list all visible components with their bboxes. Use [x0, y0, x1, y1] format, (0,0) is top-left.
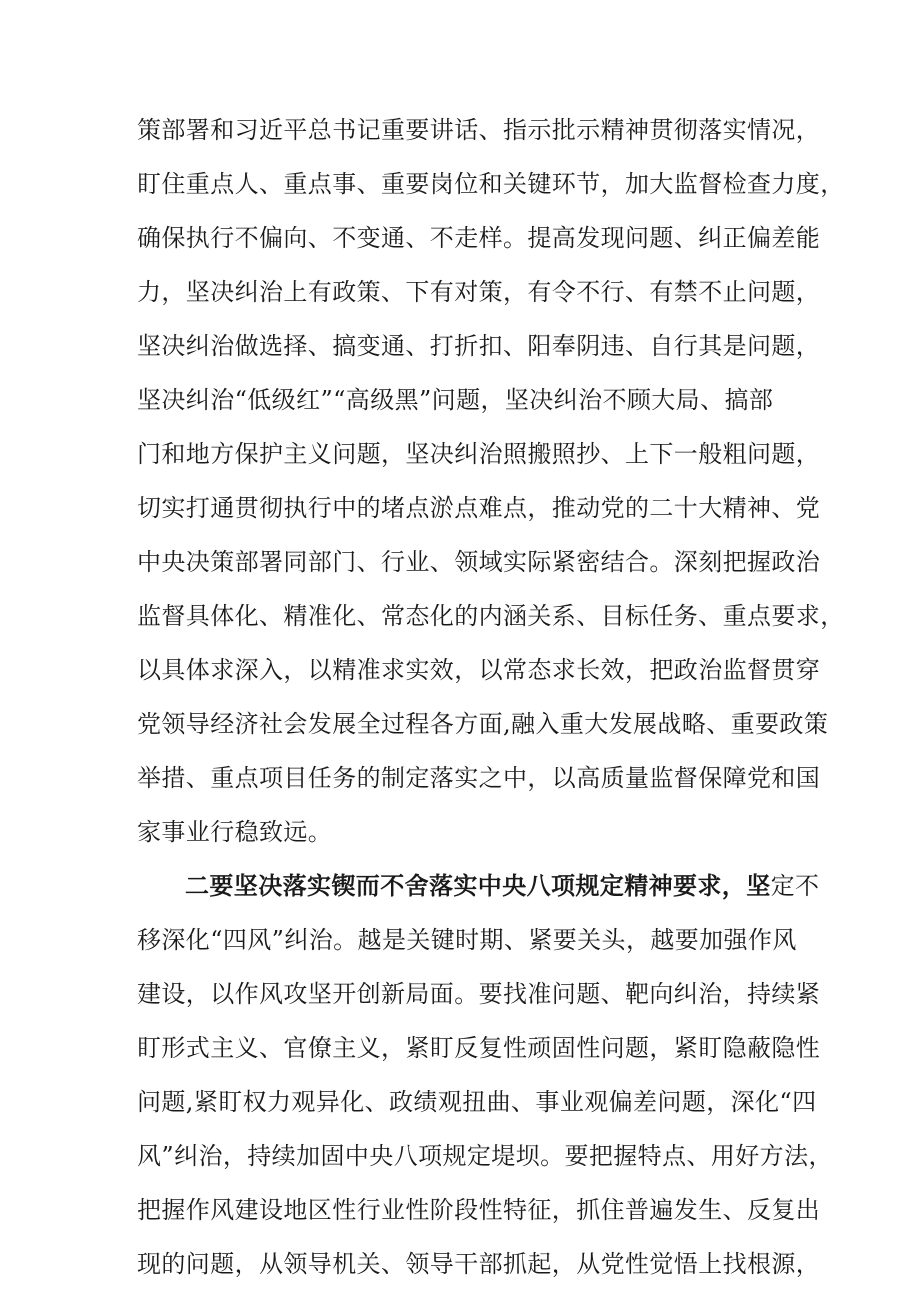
paragraph-1-line: 家事业行稳致远。 — [137, 818, 333, 846]
paragraph-1-line: 策部署和习近平总书记重要讲话、指示批示精神贯彻落实情况， — [137, 116, 821, 144]
paragraph-1-line: 切实打通贯彻执行中的堵点淤点难点，推动党的二十大精神、党 — [137, 494, 821, 522]
paragraph-1-line: 党领导经济社会发展全过程各方面,融入重大发展战略、重要政策 — [137, 710, 829, 738]
paragraph-2-heading: 二要坚决落实锲而不舍落实中央八项规定精神要求，坚 — [185, 871, 771, 900]
paragraph-1-line: 监督具体化、精准化、常态化的内涵关系、目标任务、重点要求， — [137, 602, 845, 630]
paragraph-2-line: 把握作风建设地区性行业性阶段性特征，抓住普遍发生、反复出 — [137, 1196, 821, 1224]
paragraph-2-line: 移深化“四风”纠治。越是关键时期、紧要关头，越要加强作风 — [137, 926, 797, 954]
paragraph-2-line: 问题,紧盯权力观异化、政绩观扭曲、事业观偏差问题，深化“四 — [137, 1088, 817, 1116]
paragraph-1 — [137, 103, 845, 859]
paragraph-2-first-line — [137, 859, 820, 913]
paragraph-1-line: 盯住重点人、重点事、重要岗位和关键环节，加大监督检查力度， — [137, 170, 845, 198]
paragraph-1-line: 以具体求深入，以精准求实效，以常态求长效，把政治监督贯穿 — [137, 656, 821, 684]
paragraph-1-line: 力，坚决纠治上有政策、下有对策，有令不行、有禁不止问题， — [137, 278, 821, 306]
paragraph-1-line: 中央决策部署同部门、行业、领域实际紧密结合。深刻把握政治 — [137, 548, 821, 576]
paragraph-1-line: 举措、重点项目任务的制定落实之中，以高质量监督保障党和国 — [137, 764, 821, 792]
paragraph-2-line: 现的问题，从领导机关、领导干部抓起，从党性觉悟上找根源， — [137, 1250, 821, 1278]
paragraph-1-line: 坚决纠治做选择、搞变通、打折扣、阳奉阴违、自行其是问题， — [137, 332, 821, 360]
paragraph-2-line: 建设，以作风攻坚开创新局面。要找准问题、靶向纠治，持续紧 — [137, 980, 821, 1008]
paragraph-1-line: 确保执行不偏向、不变通、不走样。提高发现问题、纠正偏差能 — [137, 224, 821, 252]
paragraph-2 — [137, 859, 833, 1291]
paragraph-1-line: 门和地方保护主义问题，坚决纠治照搬照抄、上下一般粗问题， — [137, 440, 821, 468]
paragraph-2-line: 风”纠治，持续加固中央八项规定堤坝。要把握特点、用好方法， — [137, 1142, 833, 1170]
document-body — [137, 103, 845, 1291]
paragraph-2-first-line-rest: 定不 — [770, 872, 820, 900]
paragraph-1-line: 坚决纠治“低级红”“高级黑”问题，坚决纠治不顾大局、搞部 — [137, 386, 774, 414]
paragraph-2-line: 盯形式主义、官僚主义，紧盯反复性顽固性问题，紧盯隐蔽隐性 — [137, 1034, 821, 1062]
